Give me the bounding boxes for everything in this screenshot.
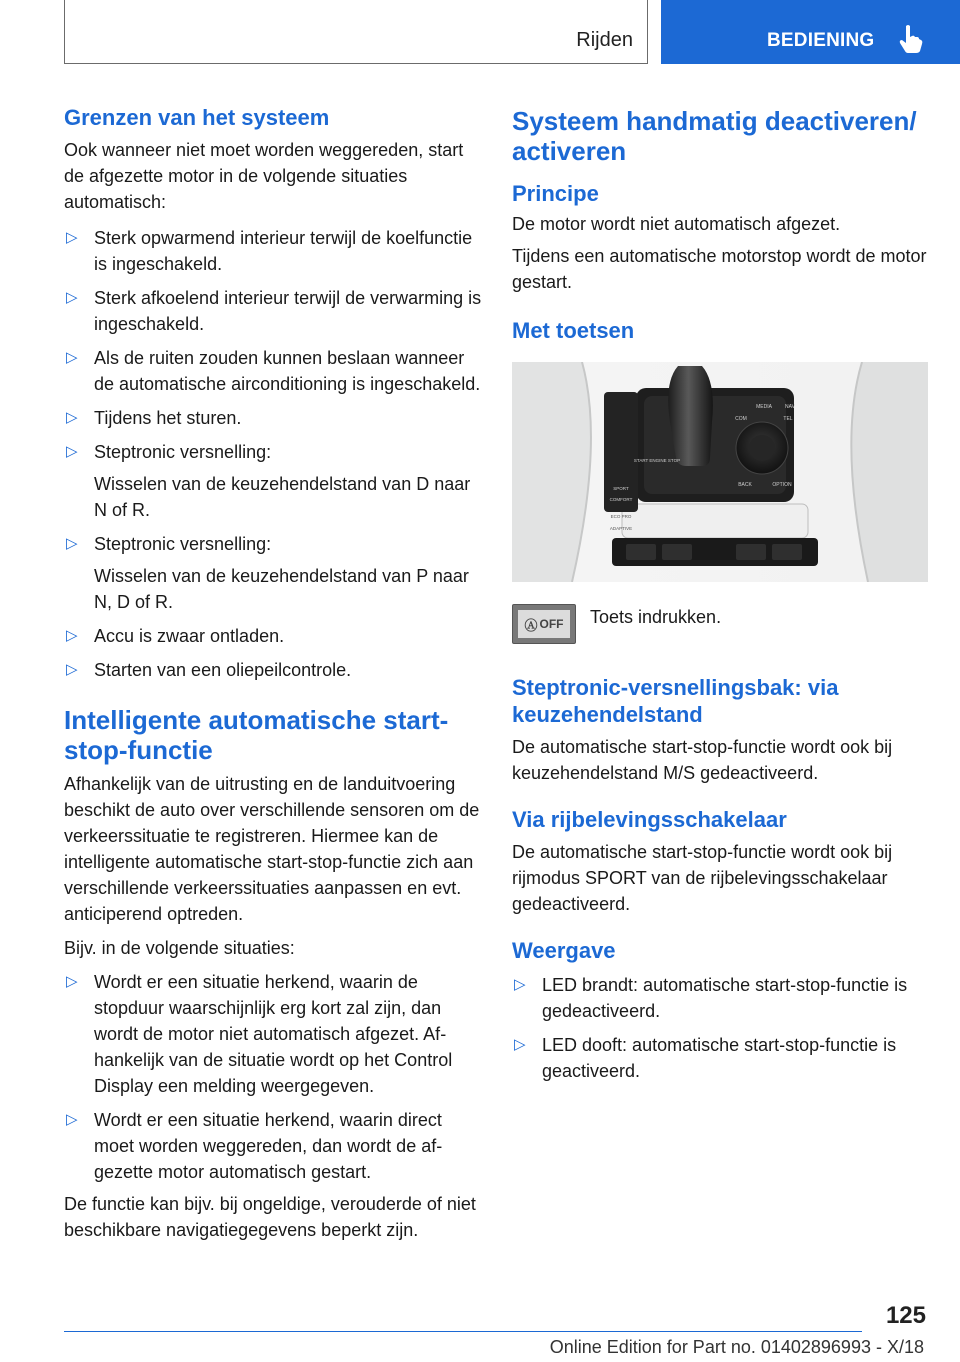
list-item: ▷ Wordt er een situatie herkend, waarin de stopduur waarschijnlijk erg kort zal zijn, dan wordt de motor niet automatisch afgezet. Afhankelijk van de situatie wordt op het Control Display een melding weergegeven.	[64, 969, 482, 1099]
left-column	[64, 98, 482, 1243]
triangle-bullet-icon: ▷	[66, 535, 78, 552]
console-label-sport: SPORT	[613, 486, 629, 491]
list-item-detail: Wisselen van de keuzehendelstand van P naar N, D of R.	[94, 566, 469, 612]
list-item: ▷ Accu is zwaar ontladen.	[64, 623, 482, 649]
buttons-heading: Met toetsen	[512, 318, 635, 343]
principle-heading: Principe	[512, 181, 599, 206]
manual-heading: Systeem handmatig deactiveren/ activeren	[512, 106, 917, 166]
footer-divider	[64, 1331, 862, 1332]
list-item-detail: Wisselen van de keuzehendelstand van D naar N of R.	[94, 474, 471, 520]
intelligent-situations: Bijv. in de volgende situaties:	[64, 938, 295, 958]
intelligent-paragraph: Afhankelijk van de uitrusting en de landuitvoering beschikt de auto over verschillende sensoren om de verkeerssituatie te registreren. Hiermee kan de intelligente automatische start-stop-functie zich aan verschillende verkeerssituaties aanpassen en evt. anticiperend optreden.	[64, 774, 480, 924]
limits-intro: Ook wanneer niet moet worden weggereden, start de afgezette motor in de volgende situaties automatisch:	[64, 140, 464, 212]
steptronic-paragraph: De automatische start-stop-functie wordt ook bij keuzehendelstand M/S gedeactiveerd.	[512, 737, 893, 783]
pointing-hand-icon	[897, 24, 923, 54]
auto-start-stop-off-button-icon	[512, 604, 576, 644]
console-label-media: MEDIA	[756, 404, 772, 410]
list-item: ▷ Steptronic versnelling: Wisselen van de keuzehendelstand van P naar N, D of R.	[64, 531, 482, 615]
limits-list	[64, 225, 482, 683]
header-chapter-tab	[661, 0, 960, 64]
console-label-com: COM	[735, 416, 747, 422]
console-label-tel: TEL	[783, 416, 793, 422]
triangle-bullet-icon: ▷	[66, 973, 78, 990]
triangle-bullet-icon: ▷	[66, 289, 78, 306]
list-item: ▷ Tijdens het sturen.	[64, 405, 482, 431]
list-item: ▷ LED dooft: automatische start-stop-functie is geactiveerd.	[512, 1032, 930, 1084]
console-label-start: START ENGINE STOP	[633, 458, 681, 463]
steptronic-heading: Steptronic-versnellingsbak: via keuzehendelstand	[512, 675, 839, 727]
header-section-title: Rijden	[576, 29, 633, 51]
console-label-comfort: COMFORT	[609, 497, 633, 502]
list-item: ▷ Steptronic versnelling: Wisselen van de keuzehendelstand van D naar N of R.	[64, 439, 482, 523]
console-label-nav: NAV	[785, 404, 795, 410]
display-heading: Weergave	[512, 938, 616, 963]
center-console-photo	[512, 362, 928, 582]
footer-edition: Online Edition for Part no. 01402896993 - X/18	[549, 1337, 924, 1357]
triangle-bullet-icon: ▷	[514, 976, 526, 993]
button-instruction-text: Toets indrukken.	[590, 607, 722, 627]
principle-paragraph-2: Tijdens een automatische motorstop wordt de motor gestart.	[512, 246, 927, 292]
principle-paragraph-1: De motor wordt niet automatisch afgezet.	[512, 214, 841, 234]
header-frame	[64, 0, 648, 64]
list-item: ▷ LED brandt: automatische start-stop-functie is gedeactiveerd.	[512, 972, 930, 1024]
console-label-option: OPTION	[772, 482, 792, 488]
triangle-bullet-icon: ▷	[66, 409, 78, 426]
display-list	[512, 972, 930, 1084]
list-item: ▷ Sterk afkoelend interieur terwijl de verwarming is ingeschakeld.	[64, 285, 482, 337]
header-chapter-title: BEDIENING	[767, 30, 875, 51]
triangle-bullet-icon: ▷	[66, 443, 78, 460]
center-console-illustration	[512, 362, 928, 582]
triangle-bullet-icon: ▷	[66, 229, 78, 246]
right-column	[512, 98, 930, 1084]
driving-experience-heading: Via rijbelevingsschakelaar	[512, 807, 787, 832]
list-item: ▷ Als de ruiten zouden kunnen beslaan wanneer de automatische airconditioning is ingeschakeld.	[64, 345, 482, 397]
console-label-adaptive: ADAPTIVE	[609, 526, 633, 531]
console-label-eco: ECO PRO	[610, 514, 632, 519]
page-number: 125	[885, 1302, 926, 1329]
intelligent-heading: Intelligente automatische startstop-functie	[64, 705, 449, 765]
triangle-bullet-icon: ▷	[66, 661, 78, 678]
intelligent-limitation: De functie kan bijv. bij ongeldige, verouderde of niet beschikbare navigatiegegevens beperkt zijn.	[64, 1194, 476, 1240]
triangle-bullet-icon: ▷	[514, 1036, 526, 1053]
limits-heading: Grenzen van het systeem	[64, 105, 330, 130]
button-instruction-row	[512, 604, 930, 644]
intelligent-list	[64, 969, 482, 1185]
triangle-bullet-icon: ▷	[66, 627, 78, 644]
list-item: ▷ Sterk opwarmend interieur terwijl de koelfunctie is ingeschakeld.	[64, 225, 482, 277]
button-icon-label: OFF	[539, 617, 564, 631]
auto-a-icon: Ⓐ	[524, 617, 538, 633]
console-label-back: BACK	[738, 482, 752, 488]
list-item: ▷ Starten van een oliepeilcontrole.	[64, 657, 482, 683]
list-item: ▷ Wordt er een situatie herkend, waarin direct moet worden weggereden, dan wordt de afgezette motor automatisch gestart.	[64, 1107, 482, 1185]
driving-experience-paragraph: De automatische start-stop-functie wordt ook bij rijmodus SPORT van de rijbelevingsschakelaar gedeactiveerd.	[512, 842, 893, 914]
triangle-bullet-icon: ▷	[66, 1111, 78, 1128]
triangle-bullet-icon: ▷	[66, 349, 78, 366]
